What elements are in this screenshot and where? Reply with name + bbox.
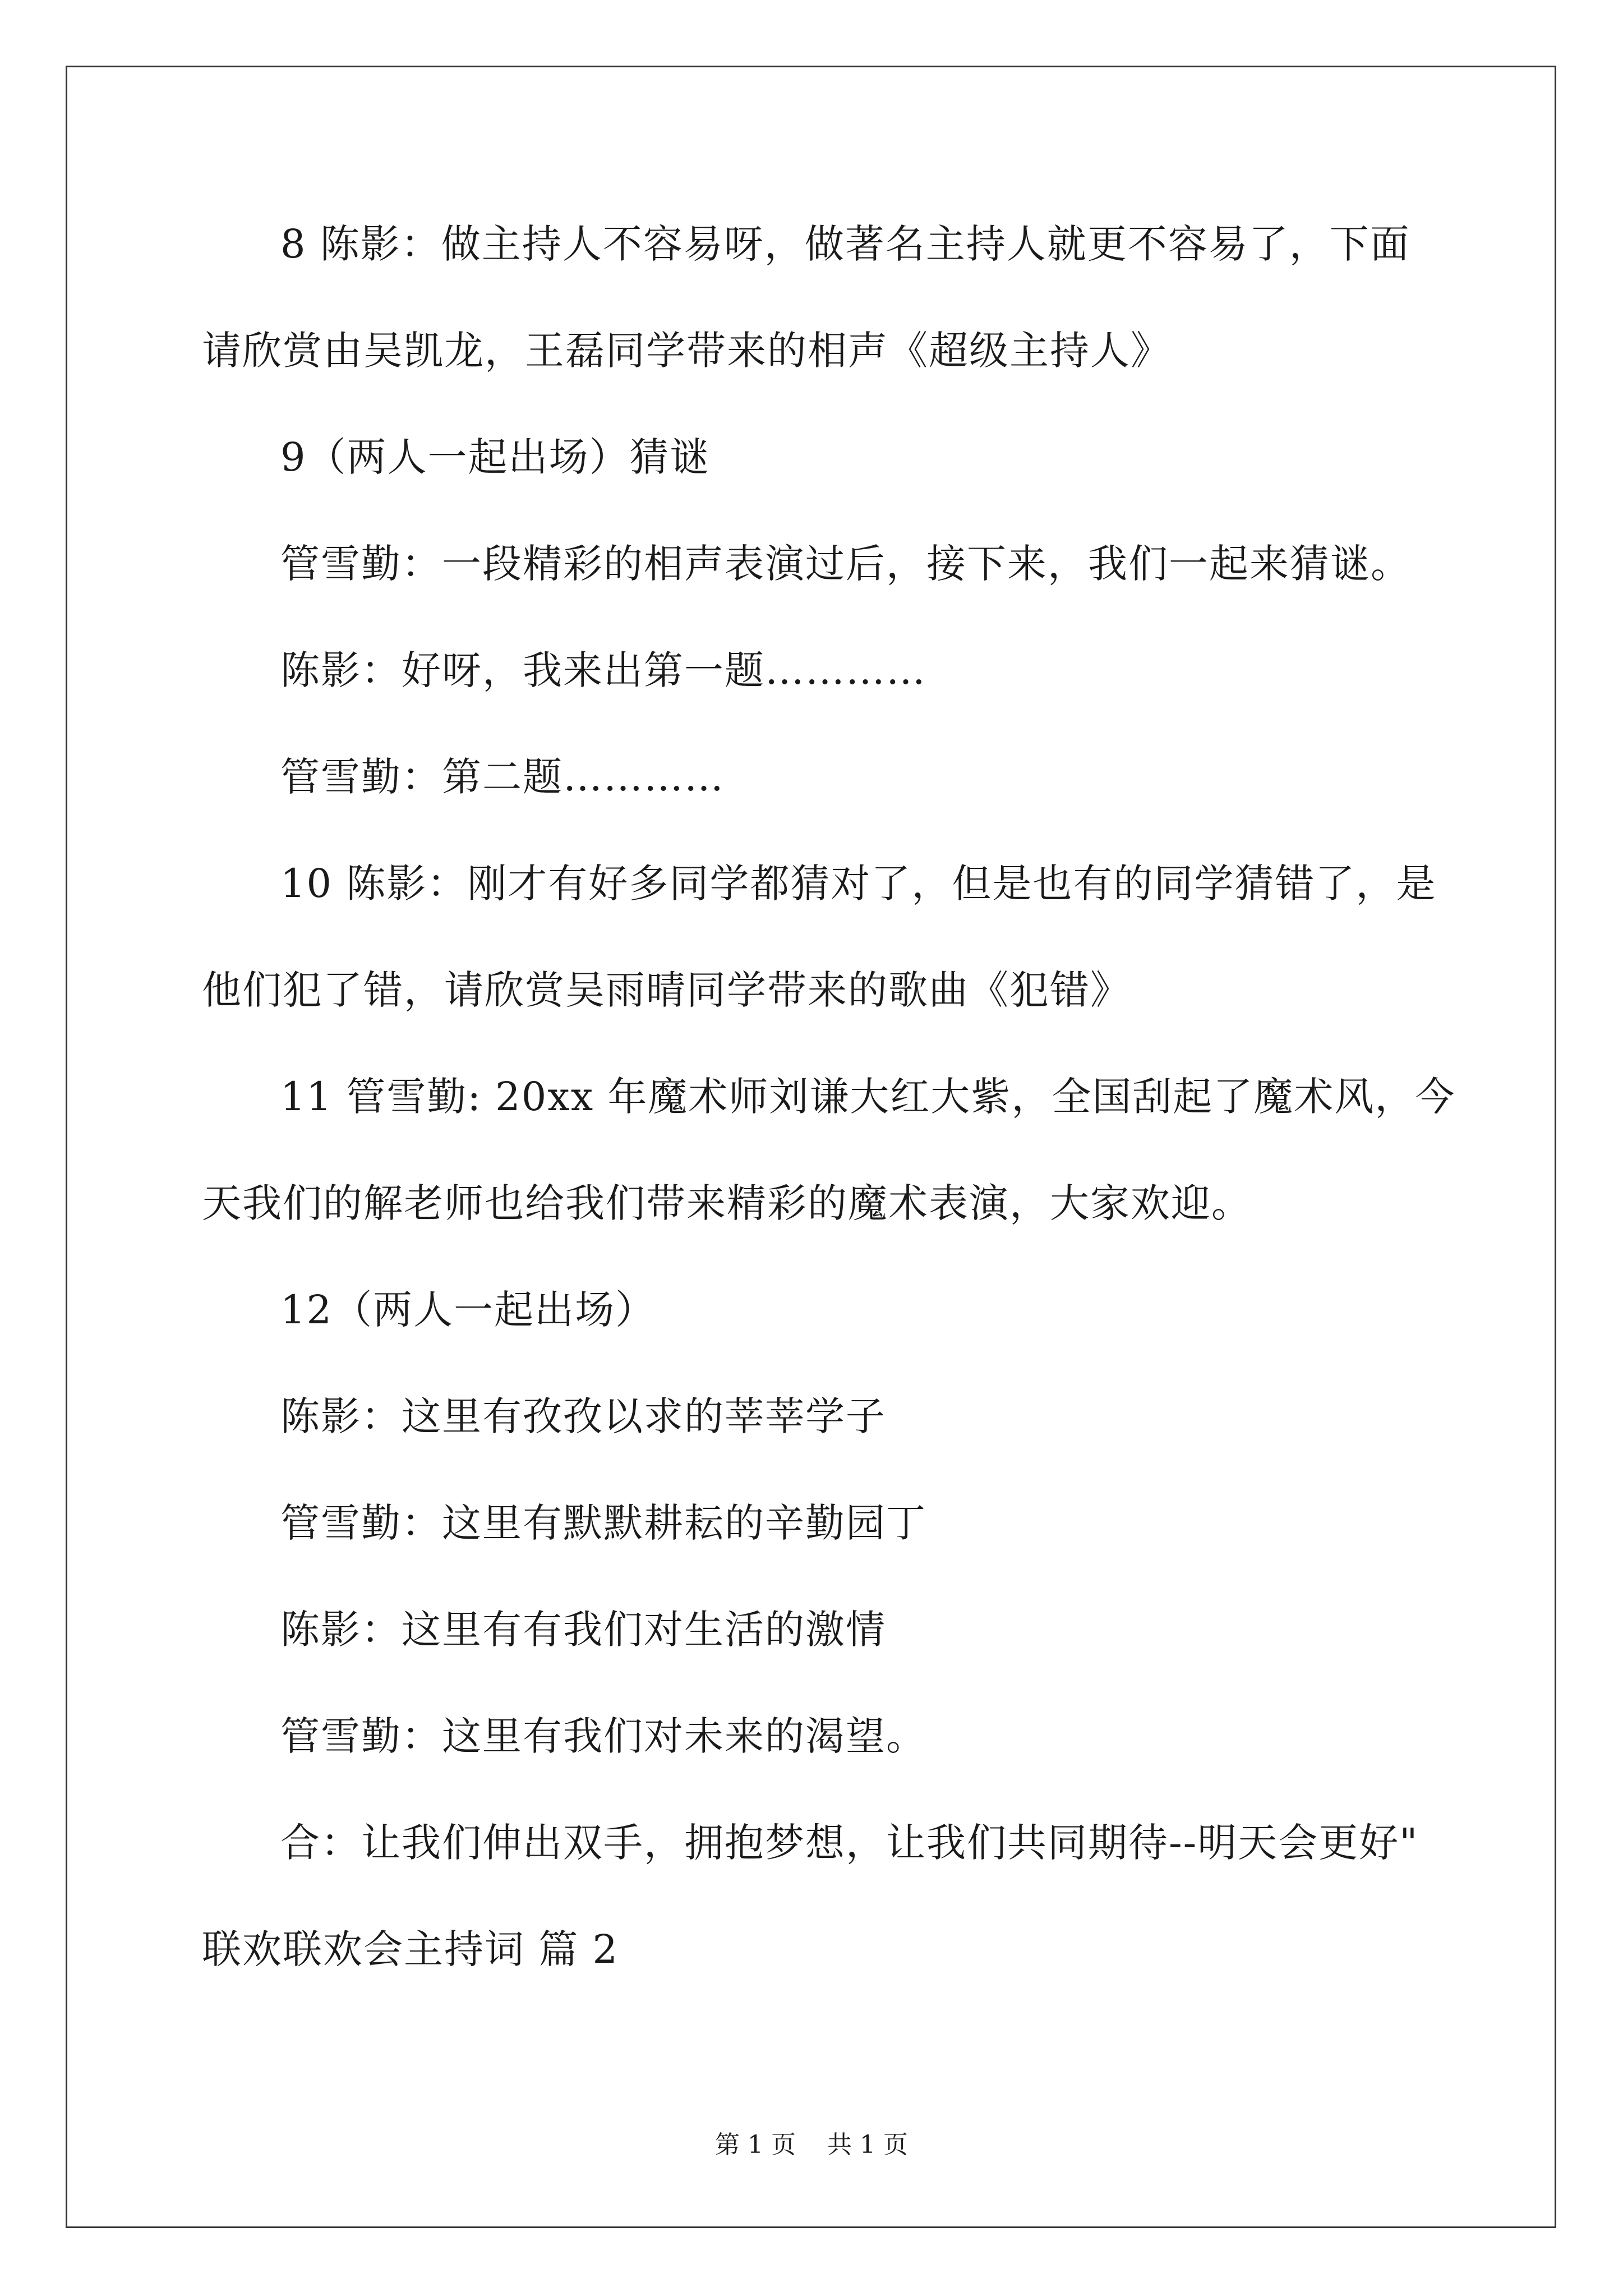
paragraph-line: 天我们的解老师也给我们带来精彩的魔术表演，大家欢迎。	[202, 1180, 1252, 1226]
paragraph-line: 10 陈影：刚才有好多同学都猜对了，但是也有的同学猜错了，是	[280, 861, 1437, 907]
paragraph-line: 他们犯了错，请欣赏吴雨晴同学带来的歌曲《犯错》	[202, 967, 1131, 1013]
paragraph-line: 8 陈影：做主持人不容易呀，做著名主持人就更不容易了，下面	[280, 221, 1410, 267]
paragraph-line: 12（两人一起出场）	[280, 1287, 656, 1333]
paragraph-line: 管雪勤：第二题…………	[280, 754, 725, 800]
paragraph-line: 管雪勤：这里有我们对未来的渴望。	[280, 1713, 926, 1759]
paragraph-line: 请欣赏由吴凯龙，王磊同学带来的相声《超级主持人》	[202, 328, 1171, 374]
paragraph-line: 管雪勤：这里有默默耕耘的辛勤园丁	[280, 1500, 926, 1546]
paragraph-line: 9（两人一起出场）猜谜	[280, 434, 711, 480]
page-footer: 第 1 页 共 1 页	[715, 2131, 908, 2159]
paragraph-line: 管雪勤：一段精彩的相声表演过后，接下来，我们一起来猜谜。	[280, 541, 1411, 587]
paragraph-line: 11 管雪勤: 20xx 年魔术师刘谦大红大紫，全国刮起了魔术风，今	[280, 1074, 1456, 1120]
paragraph-line: 陈影：好呀，我来出第一题…………	[280, 647, 926, 693]
paragraph-line: 陈影：这里有有我们对生活的激情	[280, 1607, 886, 1653]
paragraph-line: 合：让我们伸出双手，拥抱梦想，让我们共同期待--明天会更好"	[280, 1820, 1419, 1866]
document-body	[202, 221, 1456, 2036]
section-heading: 联欢联欢会主持词 篇 2	[202, 1926, 619, 1972]
paragraph-line: 陈影：这里有孜孜以求的莘莘学子	[280, 1393, 886, 1439]
